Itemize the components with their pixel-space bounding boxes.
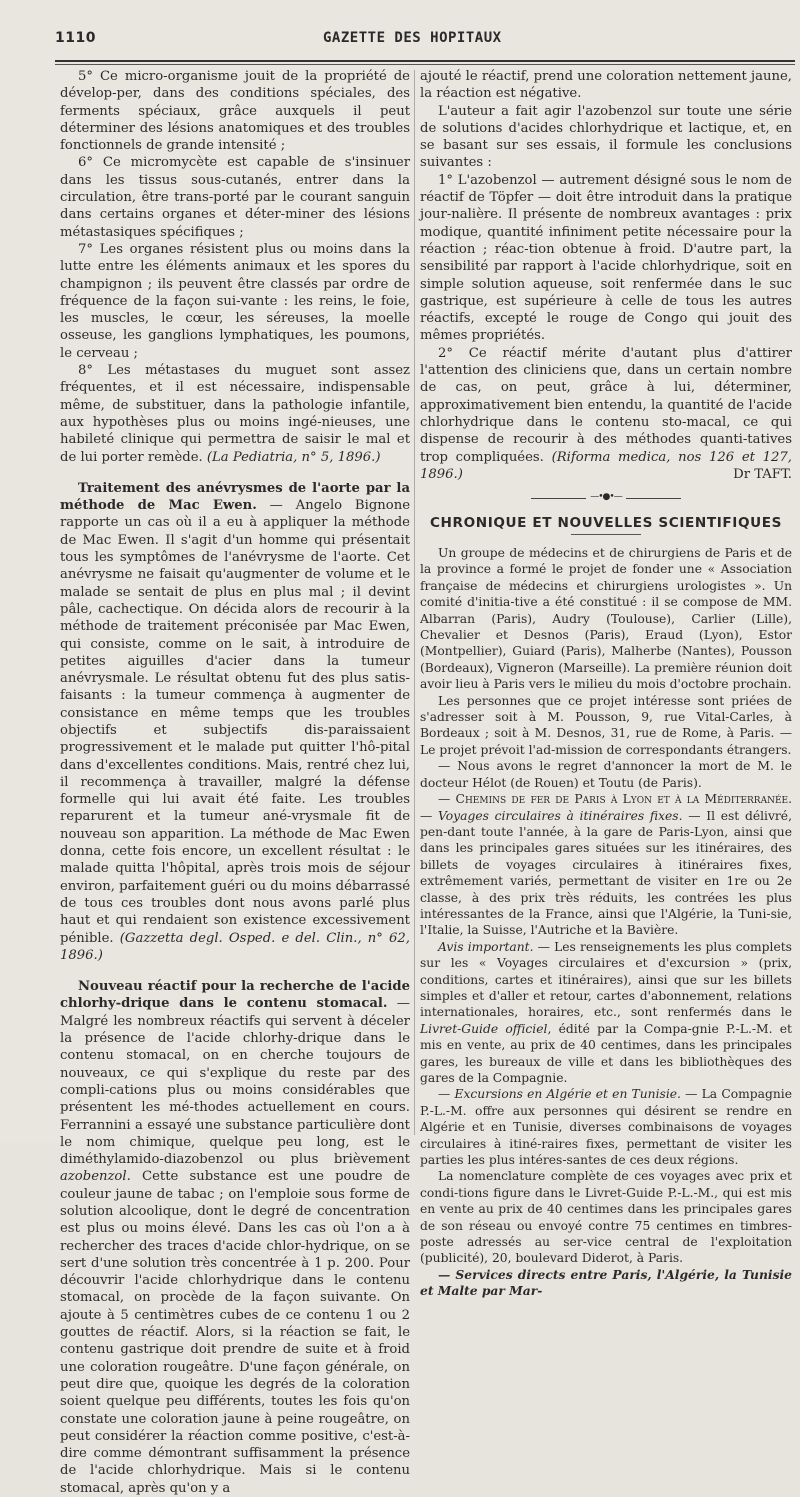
paragraph-conclusion-1: 1° L'azobenzol — autrement désigné sous le nom de réactif de Töpfer — doit être introduit dans la pratique jour-nalière. Il présente de nombreux avantages : prix modique, quantité infiniment petite nécessaire pour la réaction ; réac-tion obtenue à froid. D'autre part, la sensibilité par rapport à l'acide chlorhydrique, soit en simple solution aqueuse, soit renfermée dans le suc gastrique, est supérieure à celle de tous les autres réactifs, excepté le rouge de Congo qui jouit des mêmes propriétés. xyxy=(420,172,792,344)
railway-dash: — xyxy=(420,808,439,823)
left-column xyxy=(60,68,410,1497)
page-number: 1110 xyxy=(55,30,96,46)
railway-body: — Il est délivré, pen-dant toute l'année, à la gare de Paris-Lyon, ainsi que dans les principales gares situées sur les itinéraires, des billets de voyages circulaires à itinéraires fixes, extrêmement variés, permettant de visiter en 1re ou 2e classe, à des prix très réduits, les contrées les plus intéressantes de la France, ainsi que l'Algérie, la Tuni-sie, l'Italie, la Suisse, l'Autriche et la Bavière. xyxy=(420,808,792,938)
news-block xyxy=(420,545,792,1300)
header-rule-thick xyxy=(55,60,795,62)
running-title: GAZETTE DES HOPITAUX xyxy=(323,30,502,46)
paragraph-conclusion-2 xyxy=(420,345,792,483)
news-contact: Les personnes que ce projet intéresse sont priées de s'adresser soit à M. Pousson, 9, rue Vital-Carles, à Bordeaux ; soit à M. Desnos, 31, rue de Rome, à Paris. — Le projet prévoit l'ad-mission de correspondants étrangers. xyxy=(420,693,792,757)
paragraph-author: L'auteur a fait agir l'azobenzol sur toute une série de solutions d'acides chlorhydrique et lactique, et, en se basant sur ses essais, il formule les conclusions suivantes : xyxy=(420,103,792,171)
author-signature: Dr TAFT. xyxy=(733,467,792,483)
article-term: azobenzol xyxy=(60,1169,127,1185)
source-reference: (Riforma medica, nos 126 et 127, 1896.) xyxy=(420,449,792,482)
ornament-glyph: —•●•— xyxy=(590,492,622,503)
article-title: Traitement des anévrysmes de l'aorte par la méthode de Mac Ewen. xyxy=(60,480,410,514)
article-body: — Malgré les nombreux réactifs qui servent à déceler la présence de l'acide chlorhy-drique dans le contenu stomacal, on en cherche toujours de nouveaux, ce qui s'explique du reste par des compli-cations plus ou moins considérables que présentent les mé-thodes actuellement en cours. Ferrannini a essayé une substance particulière dont le nom chimique, quelque peu long, est le diméthylamido-diazobenzol ou plus brièvement xyxy=(60,996,410,1168)
section-ornament xyxy=(420,489,792,506)
news-obituary: — Nous avons le regret d'annoncer la mort de M. le docteur Hélot (de Rouen) et Toutu (de Paris). xyxy=(420,759,792,790)
conclusion-2-text: 2° Ce réactif mérite d'autant plus d'attirer l'attention des cliniciens que, dans un certain nombre de cas, on peut, grâce à lui, déterminer, approximativement bien entendu, la quantité de l'acide chlorhydrique dans le contenu sto-macal, ce qui dispense de recourir à des méthodes quanti-tatives trop compliquées. xyxy=(420,345,792,465)
notice-lead: Avis important. xyxy=(438,939,534,954)
paragraph-conclusion-7: 7° Les organes résistent plus ou moins dans la lutte entre les éléments animaux et les spores du champignon ; ils peuvent être classés par ordre de fréquence de la façon sui-vante : les reins, le foie, les muscles, le cœur, les séreuses, la moelle osseuse, les ganglions lymphatiques, les poumons, le cerveau ; xyxy=(60,241,410,361)
railway-subtitle: Voyages circulaires à itinéraires fixes. xyxy=(438,808,683,823)
heading-underline xyxy=(571,534,641,535)
excursions-body: — La Compagnie P.-L.-M. offre aux personnes qui désirent se rendre en Algérie et en Tunisie, diverses combinaisons de voyages circulaires à itiné-raires fixes, permettant de visiter les parties les plus intéres-santes de ces deux régions. xyxy=(420,1087,792,1168)
article-body-cont: . Cette substance est une poudre de couleur jaune de tabac ; on l'emploie sous forme de solution alcoolique, dont le degré de concentration est plus ou moins élevé. Dans les cas où l'on a à rechercher des traces d'acide chlor-hydrique, on se sert d'une solution très concentrée à 1 p. 200. Pour découvrir l'acide chlorhydrique dans le contenu stomacal, on procède de la façon suivante. On ajoute à 5 centimètres cubes de ce contenu 1 ou 2 gouttes de réactif. Alors, si la réaction se fait, le contenu gastrique doit prendre de suite et à froid une coloration rougeâtre. D'une façon générale, on peut dire que, quoique les degrés de la coloration soient quelque peu différents, toutes les fois qu'on constate une coloration jaune à peine rougeâtre, on peut considérer la réaction comme positive, c'est-à-dire comme démontrant suffisamment la présence de l'acide chlorhydrique. Mais si le contenu stomacal, après qu'on y a xyxy=(60,1169,410,1496)
news-excursions xyxy=(420,1086,792,1168)
ornament-line-left xyxy=(531,498,586,499)
news-nomenclature: La nomenclature complète de ces voyages avec prix et condi-tions figure dans le Livret-Guide P.-L.-M., qui est mis en vente au prix de 40 centimes dans les principales gares de son réseau ou envoyé contre 75 centimes en timbres-poste adressés au ser-vice central de l'exploitation (publicité), 20, boulevard Diderot, à Paris. xyxy=(420,1169,792,1266)
article-body: — Angelo Bignone rapporte un cas où il a eu à appliquer la méthode de Mac Ewen. Il s'agit d'un homme qui présentait tous les symptômes de l'anévrysme de l'aorte. Cet anévrysme ne faisait qu'augmenter de volume et le malade se sentait de plus en plus mal ; il devint pâle, cachectique. On décida alors de recourir à la méthode de traitement préconisée par Mac Ewen, qui consiste, comme on le sait, à introduire de petites aiguilles d'acier dans la tumeur anévrysmale. Le résultat obtenu fut des plus satis-faisants : la tumeur commença à augmenter de consistance en même temps que les troubles objectifs et subjectifs dis-paraissaient progressivement et le malade put quitter l'hô-pital dans d'excellentes conditions. Mais, rentré chez lui, il recommença à travailler, malgré la défense formelle qui lui avait été faite. Les troubles reparurent et la tumeur ané-vrysmale fit de nouveau son apparition. La méthode de Mac Ewen donna, cette fois encore, un excellent résultat : le malade quitta l'hôpital, après trois mois de séjour environ, parfaitement guéri ou du moins débarrassé de tous ces troubles dont nous avons parlé plus haut et qui rendaient son existence excessivement pénible. xyxy=(60,498,411,946)
header-rule-thin xyxy=(55,64,795,65)
paragraph-continued: ajouté le réactif, prend une coloration nettement jaune, la réaction est négative. xyxy=(420,69,792,102)
right-column xyxy=(420,68,792,1300)
ornament-line-right xyxy=(626,498,681,499)
news-direct-services: — Services directs entre Paris, l'Algérie, la Tunisie et Malte par Mar- xyxy=(420,1266,792,1299)
article-reagent xyxy=(60,978,410,1497)
news-urology-association: Un groupe de médecins et de chirurgiens de Paris et de la province a formé le projet de fonder une « Association française de médecins et chirurgiens urologistes ». Un comité d'initia-tive a été constitué : il se compose de MM. Albarran (Paris), Audry (Toulouse), Carlier (Lille), Chevalier et Desnos (Paris), Eraud (Lyon), Estor (Montpellier), Guiard (Paris), Malherbe (Nantes), Pousson (Bordeaux), Vigneron (Marseille). La première réunion doit avoir lieu à Paris vers le milieu du mois d'octobre prochain. xyxy=(420,546,792,692)
notice-body: — Les renseignements les plus complets sur les « Voyages circulaires et d'excursion » (prix, conditions, cartes et itinéraires), ainsi que sur les billets simples et d'aller et retour, cartes d'abonnement, relations internationales, horaires, etc., sont renfermés dans le xyxy=(420,939,792,1020)
news-railway xyxy=(420,791,792,939)
excursions-lead: — Excursions en Algérie et en Tunisie. xyxy=(438,1087,681,1102)
chronicle-heading: CHRONIQUE ET NOUVELLES SCIENTIFIQUES xyxy=(429,514,783,531)
paragraph-conclusion-6: 6° Ce micromycète est capable de s'insinuer dans les tissus sous-cutanés, entrer dans la circulation, être trans-porté par le courant sanguin dans certains organes et déter-miner des lésions métastasiques spécifiques ; xyxy=(60,155,410,240)
paragraph-conclusion-8 xyxy=(60,362,410,466)
source-reference: (Gazzetta degl. Osped. e del. Clin., n° 62, 1896.) xyxy=(60,930,410,963)
conclusion-8-text: 8° Les métastases du muguet sont assez fréquentes, et il est nécessaire, indispensable même, de substituer, dans la pathologie infantile, aux hypothèses plus ou moins ingé-nieuses, une habileté clinique qui permettra de saisir le mal et de lui porter remède. xyxy=(60,363,410,465)
article-aneurysm xyxy=(60,480,410,964)
notice-body-cont: , édité par la Compa-gnie P.-L.-M. et mis en vente, au prix de 40 centimes, dans les principales gares, les bureaux de ville et dans les bibliothèques des gares de la Compagnie. xyxy=(420,1021,792,1086)
railway-lead: — Chemins de fer de Paris à Lyon et à la Méditerranée. xyxy=(438,792,792,807)
column-divider xyxy=(414,70,415,1135)
article-title: Nouveau réactif pour la recherche de l'acide chlorhy-drique dans le contenu stomacal. xyxy=(60,979,410,1012)
page-header xyxy=(55,26,795,54)
paragraph-conclusion-5: 5° Ce micro-organisme jouit de la propriété de dévelop-per, dans des conditions spéciales, des ferments spéciaux, grâce auxquels il peut déterminer des lésions anatomiques et des troubles fonctionnels de grande intensité ; xyxy=(60,69,410,154)
news-notice xyxy=(420,939,792,1087)
notice-guide: Livret-Guide officiel xyxy=(420,1021,548,1036)
source-reference: (La Pediatria, n° 5, 1896.) xyxy=(206,449,381,465)
